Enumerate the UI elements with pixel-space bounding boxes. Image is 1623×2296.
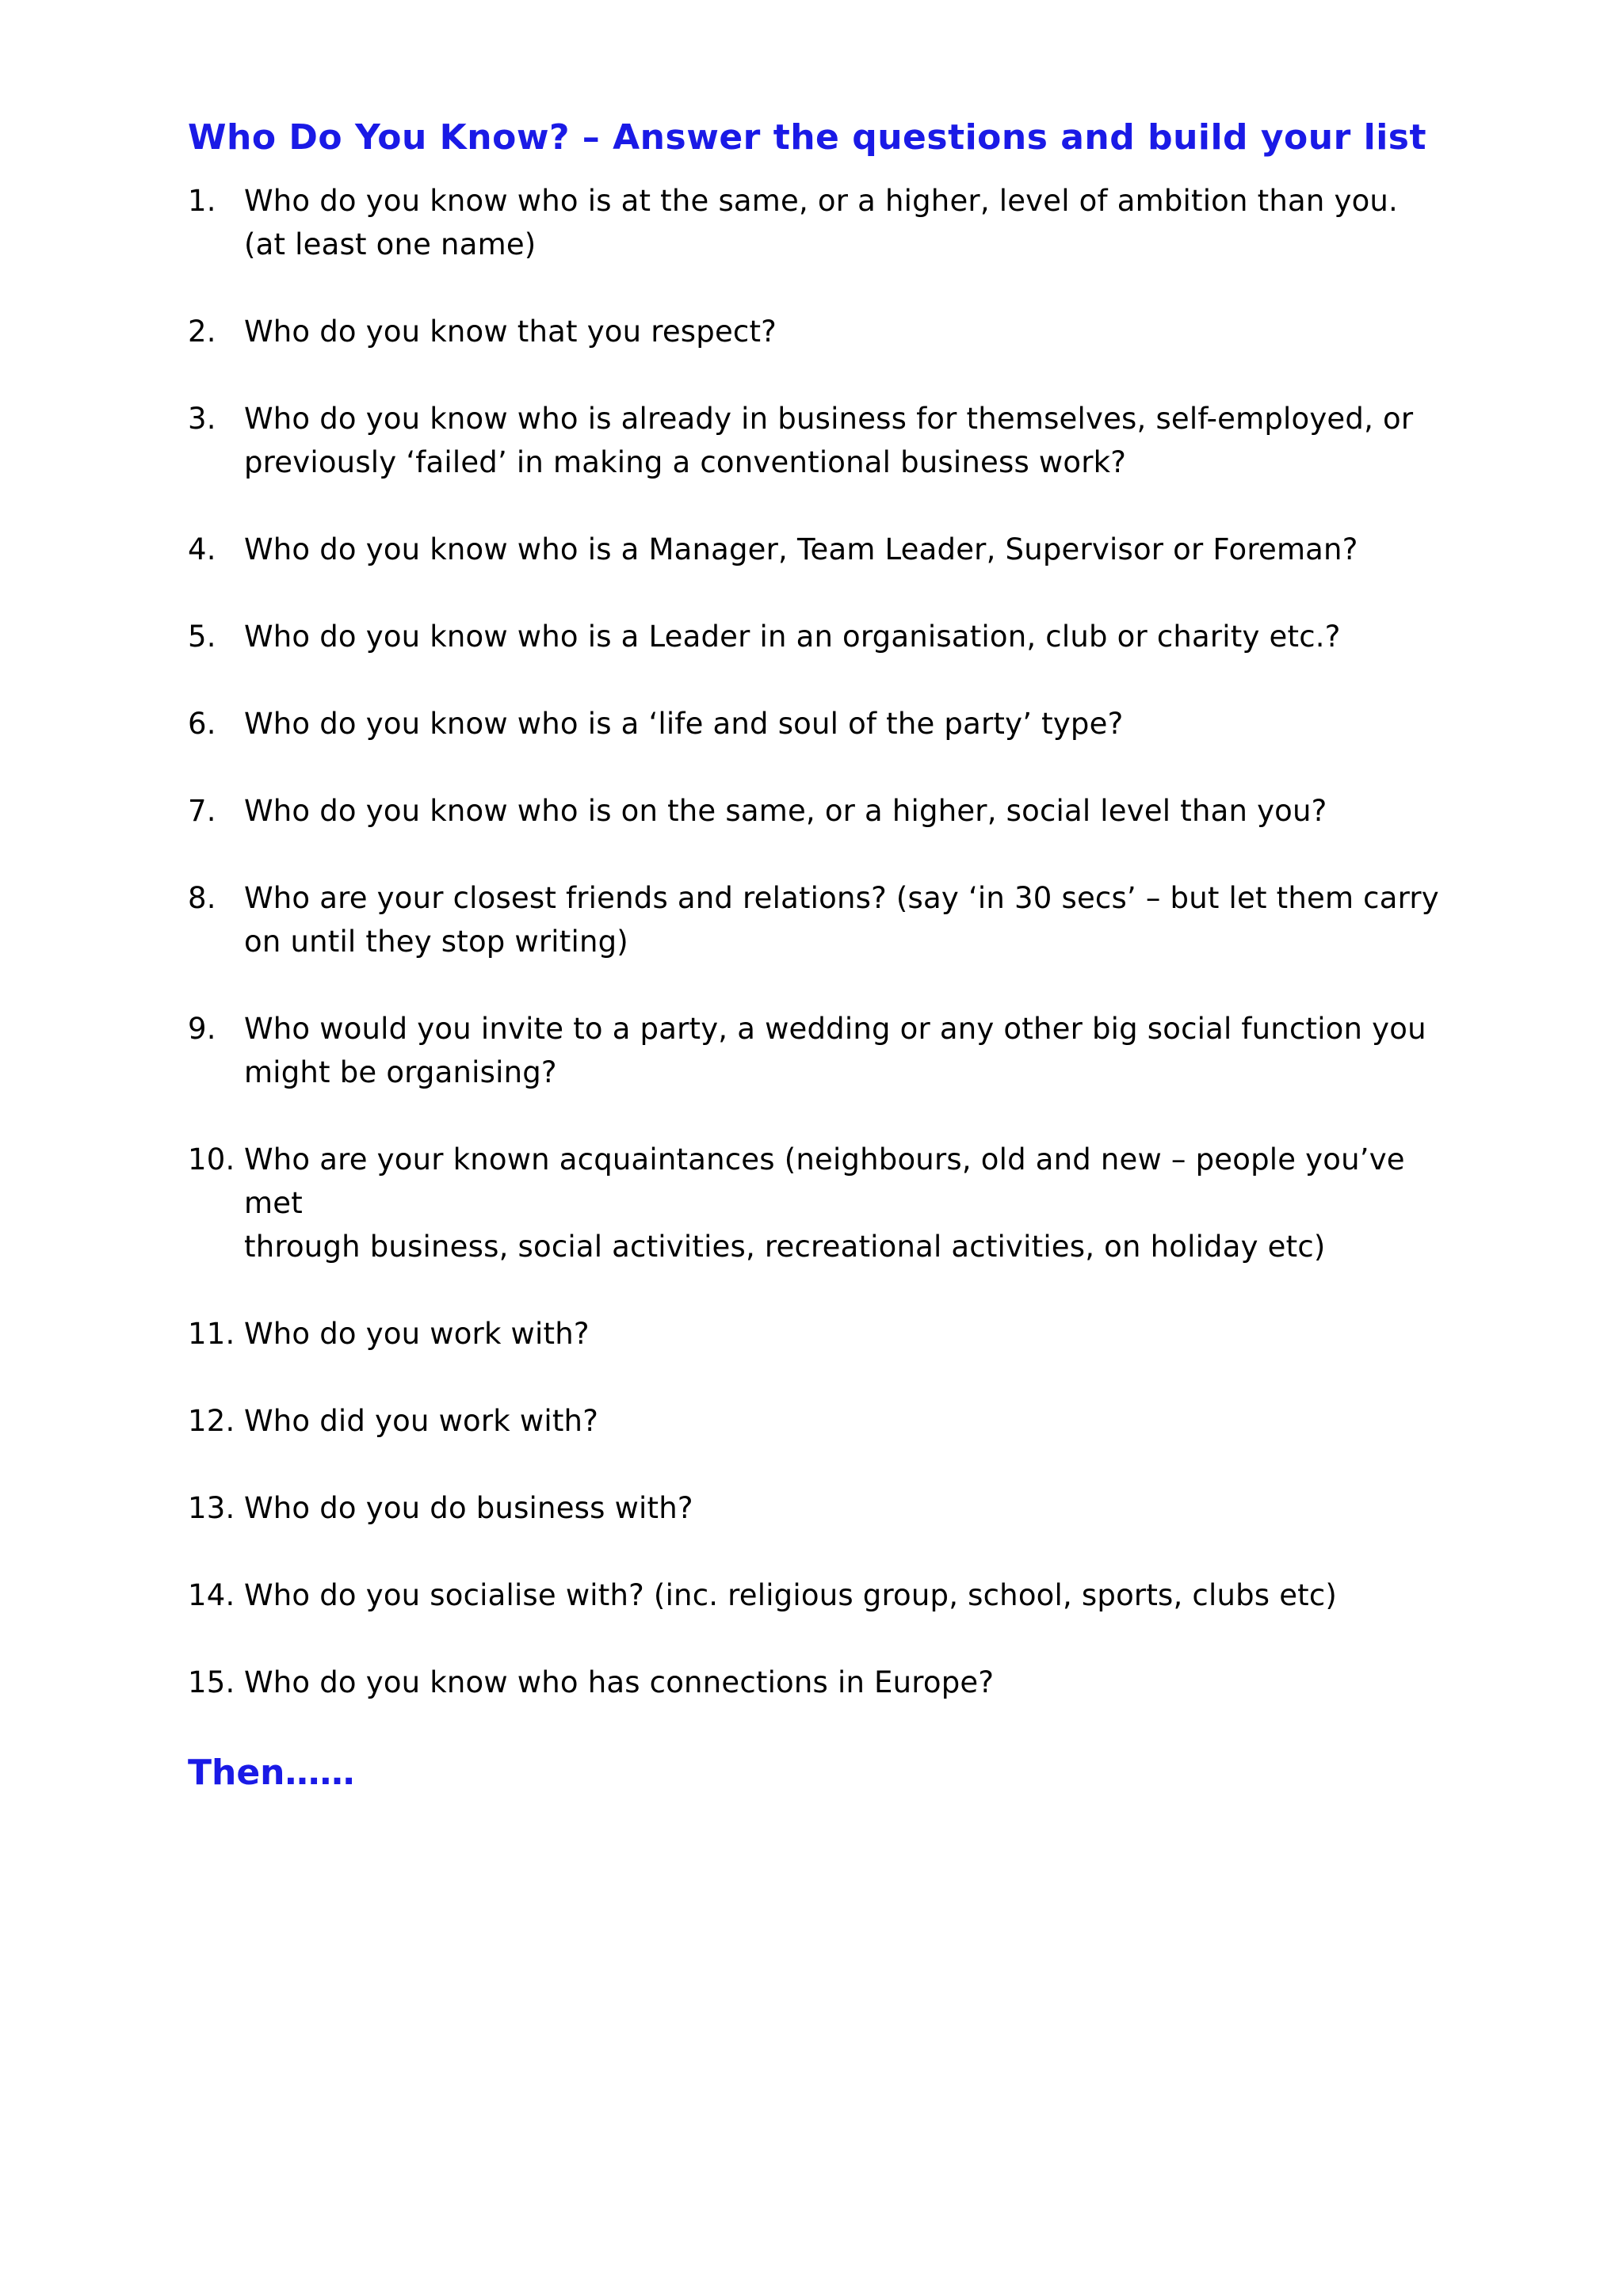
- question-item: [188, 1486, 1456, 1530]
- question-item: [188, 310, 1456, 353]
- question-item: [188, 1661, 1456, 1704]
- question-number: 10.: [188, 1142, 235, 1177]
- question-text-continued: might be organising?: [244, 1055, 557, 1089]
- question-text: Who did you work with?: [244, 1404, 599, 1438]
- question-number: 6.: [188, 707, 216, 741]
- question-list: [188, 179, 1456, 1748]
- question-item: [188, 1007, 1456, 1094]
- question-text: Who do you know who is a Leader in an organisation, club or charity etc.?: [244, 620, 1341, 654]
- question-item: [188, 1573, 1456, 1617]
- question-number: 4.: [188, 532, 216, 566]
- question-number: 12.: [188, 1404, 235, 1438]
- question-item: [188, 876, 1456, 963]
- question-text: Who do you know who has connections in Europe?: [244, 1665, 995, 1699]
- question-item: [188, 615, 1456, 658]
- question-number: 3.: [188, 402, 216, 436]
- question-number: 14.: [188, 1578, 235, 1612]
- question-text-continued: on until they stop writing): [244, 925, 628, 959]
- question-number: 8.: [188, 881, 216, 915]
- question-text: Who would you invite to a party, a wedding or any other big social function you: [244, 1012, 1426, 1046]
- question-text: Who do you know who is a ‘life and soul of the party’ type?: [244, 707, 1124, 741]
- question-text: Who do you do business with?: [244, 1491, 693, 1525]
- question-number: 2.: [188, 315, 216, 349]
- question-text: Who do you know who is already in business for themselves, self-employed, or: [244, 402, 1414, 436]
- question-item: [188, 179, 1456, 266]
- question-text: Who do you work with?: [244, 1317, 590, 1351]
- question-number: 7.: [188, 794, 216, 828]
- question-text-continued: (at least one name): [244, 227, 537, 261]
- document-heading: Who Do You Know? – Answer the questions and build your list: [188, 117, 1427, 158]
- question-number: 1.: [188, 184, 216, 218]
- question-item: [188, 528, 1456, 571]
- question-item: [188, 397, 1456, 484]
- question-number: 13.: [188, 1491, 235, 1525]
- question-number: 5.: [188, 620, 216, 654]
- question-text-continued: previously ‘failed’ in making a conventional business work?: [244, 445, 1127, 479]
- question-text: Who do you know who is on the same, or a higher, social level than you?: [244, 794, 1327, 828]
- question-item: [188, 1312, 1456, 1356]
- question-text: Who do you know that you respect?: [244, 315, 777, 349]
- question-item: [188, 702, 1456, 746]
- question-text: Who do you socialise with? (inc. religious group, school, sports, clubs etc): [244, 1578, 1338, 1612]
- question-number: 11.: [188, 1317, 235, 1351]
- question-number: 9.: [188, 1012, 216, 1046]
- question-item: [188, 1399, 1456, 1443]
- question-text: Who do you know who is at the same, or a higher, level of ambition than you.: [244, 184, 1399, 218]
- closing-heading: Then……: [188, 1753, 355, 1793]
- question-item: [188, 1138, 1456, 1268]
- question-number: 15.: [188, 1665, 235, 1699]
- question-text: Who are your closest friends and relations? (say ‘in 30 secs’ – but let them carry: [244, 881, 1439, 915]
- question-text-continued: through business, social activities, recreational activities, on holiday etc): [244, 1230, 1326, 1264]
- question-text: Who are your known acquaintances (neighbours, old and new – people you’ve met: [244, 1142, 1405, 1220]
- question-item: [188, 789, 1456, 833]
- question-text: Who do you know who is a Manager, Team Leader, Supervisor or Foreman?: [244, 532, 1358, 566]
